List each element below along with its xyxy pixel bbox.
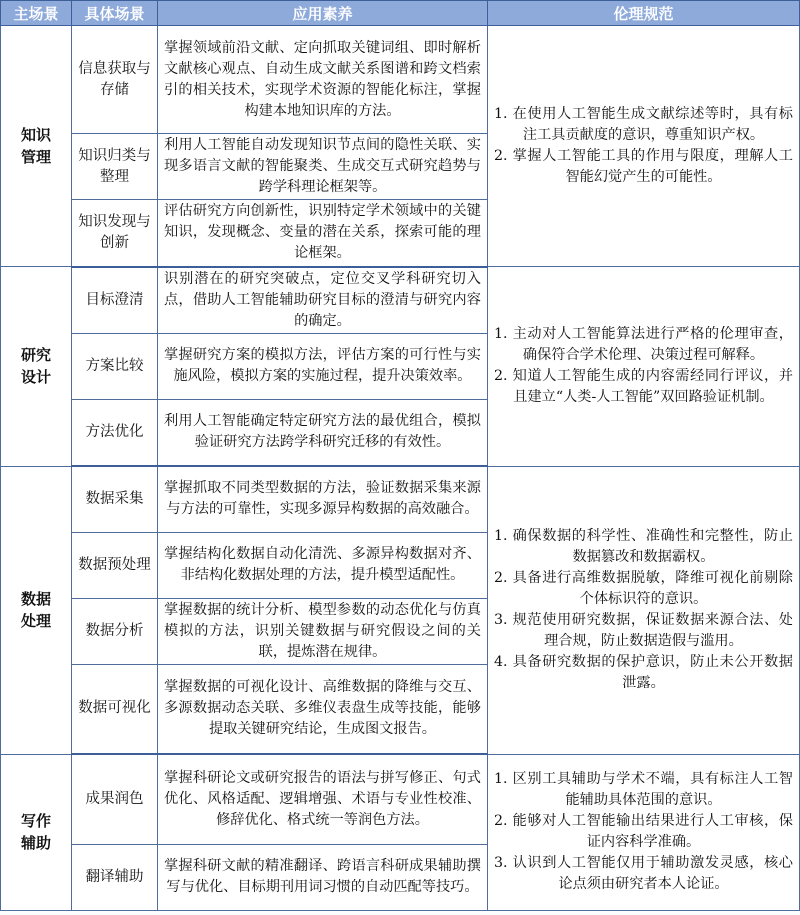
main-scene-cell: 知识管理: [1, 26, 72, 267]
sub-scene-cell: 数据可视化: [72, 664, 158, 754]
header-main-scene: 主场景: [1, 1, 72, 26]
ethics-cell: [488, 466, 800, 754]
sub-scene-cell: 数据预处理: [72, 532, 158, 598]
main-scene-cell: 研究设计: [1, 267, 72, 467]
ethics-item: 1. 区别工具辅助与学术不端，具有标注人工智能辅助具体范围的意识。: [494, 771, 793, 808]
application-cell: 掌握结构化数据自动化清洗、多源异构数据对齐、非结构化数据处理的方法，提升模型适配性。: [158, 532, 488, 598]
sub-scene-cell: 成果润色: [72, 754, 158, 844]
sub-scene-cell: 方法优化: [72, 399, 158, 466]
table-row: [1, 26, 800, 134]
application-cell: 掌握抓取不同类型数据的方法，验证数据采集来源与方法的可靠性，实现多源异构数据的高效融合。: [158, 466, 488, 532]
sub-scene-cell: 知识发现与创新: [72, 200, 158, 267]
ethics-item: 2. 掌握人工智能工具的作用与限度，理解人工智能幻觉产生的可能性。: [494, 148, 793, 185]
ethics-item: 3. 规范使用研究数据，保证数据来源合法、处理合规，防止数据造假与滥用。: [494, 612, 793, 649]
ethics-cell: [488, 26, 800, 267]
sub-scene-cell: 数据采集: [72, 466, 158, 532]
ethics-item: 1. 主动对人工智能算法进行严格的伦理审查，确保符合学术伦理、决策过程可解释。: [494, 326, 793, 364]
table-row: [1, 754, 800, 844]
ethics-item: 4. 具备研究数据的保护意识，防止未公开数据泄露。: [494, 654, 793, 691]
application-cell: 掌握数据的可视化设计、高维数据的降维与交互、多源数据动态关联、多维仪表盘生成等技能，能够提取关键研究结论，生成图文报告。: [158, 664, 488, 754]
application-cell: 掌握科研文献的精准翻译、跨语言科研成果辅助撰写与优化、目标期刊用词习惯的自动匹配等技巧。: [158, 844, 488, 910]
ethics-item: 1. 确保数据的科学性、准确性和完整性，防止数据篡改和数据霸权。: [494, 528, 793, 565]
application-cell: 识别潜在的研究突破点，定位交叉学科研究切入点，借助人工智能辅助研究目标的澄清与研究内容的确定。: [158, 267, 488, 334]
sub-scene-cell: 目标澄清: [72, 267, 158, 334]
application-cell: 利用人工智能确定特定研究方法的最优组合，模拟验证研究方法跨学科研究迁移的有效性。: [158, 399, 488, 466]
table-row: [1, 466, 800, 532]
main-scene-cell: 数据处理: [1, 466, 72, 754]
main-scene-cell: 写作辅助: [1, 754, 72, 910]
sub-scene-cell: 数据分析: [72, 598, 158, 664]
ethics-item: 2. 具备进行高维数据脱敏，降维可视化前剔除个体标识符的意识。: [494, 570, 793, 607]
header-ethics-norms: 伦理规范: [488, 1, 800, 26]
table-row: [1, 267, 800, 334]
header-specific-scene: 具体场景: [72, 1, 158, 26]
ethics-cell: [488, 754, 800, 910]
ethics-item: 2. 能够对人工智能输出结果进行人工审核，保证内容科学准确。: [494, 813, 793, 850]
ethics-item: 3. 认识到人工智能仅用于辅助激发灵感，核心论点须由研究者本人论证。: [494, 855, 793, 892]
ethics-item: 1. 在使用人工智能生成文献综述等时，具有标注工具贡献度的意识，尊重知识产权。: [494, 106, 793, 143]
application-cell: 利用人工智能自动发现知识节点间的隐性关联、实现多语言文献的智能聚类、生成交互式研究趋势与跨学科理论框架等。: [158, 134, 488, 200]
application-cell: 掌握领域前沿文献、定向抓取关键词组、即时解析文献核心观点、自动生成文献关系图谱和跨文档索引的相关技术，实现学术资源的智能化标注，掌握构建本地知识库的方法。: [158, 26, 488, 134]
sub-scene-cell: 知识归类与整理: [72, 134, 158, 200]
ethics-cell: [488, 267, 800, 467]
sub-scene-cell: 信息获取与存储: [72, 26, 158, 134]
application-cell: 掌握研究方案的模拟方法，评估方案的可行性与实施风险，模拟方案的实施过程，提升决策效率。: [158, 333, 488, 399]
sub-scene-cell: 翻译辅助: [72, 844, 158, 910]
application-cell: 评估研究方向创新性，识别特定学术领域中的关键知识，发现概念、变量的潜在关系，探索可能的理论框架。: [158, 200, 488, 267]
sub-scene-cell: 方案比较: [72, 333, 158, 399]
header-row: [1, 1, 800, 26]
header-application-literacy: 应用素养: [158, 1, 488, 26]
application-cell: 掌握数据的统计分析、模型参数的动态优化与仿真模拟的方法，识别关键数据与研究假设之间的关联，提炼潜在规律。: [158, 598, 488, 664]
application-cell: 掌握科研论文或研究报告的语法与拼写修正、句式优化、风格适配、逻辑增强、术语与专业性校准、修辞优化、格式统一等润色方法。: [158, 754, 488, 844]
ethics-item: 2. 知道人工智能生成的内容需经同行评议，并且建立“人类-人工智能”双回路验证机制。: [494, 368, 793, 406]
